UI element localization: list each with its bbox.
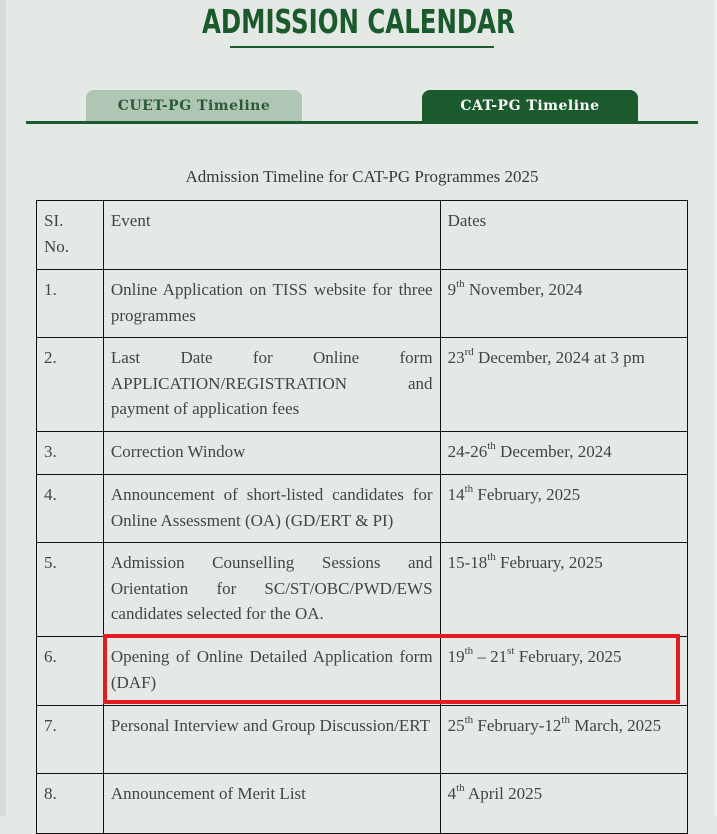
row-number: 4.: [37, 475, 104, 543]
row-number: 8.: [37, 774, 104, 834]
table-row: [37, 338, 688, 432]
row-date: 24-26th December, 2024: [440, 432, 687, 475]
row-event: Correction Window: [103, 432, 440, 475]
row-event: Personal Interview and Group Discussion/ERT: [103, 706, 440, 774]
table-row: [37, 270, 688, 338]
row-number: 7.: [37, 706, 104, 774]
table-row: [37, 543, 688, 637]
row-event: Opening of Online Detailed Application form (DAF): [103, 637, 440, 706]
row-event: Last Date for Online form APPLICATION/REGISTRATION and payment of application fees: [103, 338, 440, 432]
table-caption: Admission Timeline for CAT-PG Programmes 2025: [185, 167, 539, 186]
table-row: [37, 774, 688, 834]
row-date: 14th February, 2025: [440, 475, 687, 543]
table-row: [37, 432, 688, 475]
row-number: 3.: [37, 432, 104, 475]
page-title: ADMISSION CALENDAR: [202, 2, 515, 41]
page-edge: [0, 0, 6, 816]
table-row: [37, 475, 688, 543]
row-event: Announcement of Merit List: [103, 774, 440, 834]
row-date: 19th – 21st February, 2025: [440, 637, 687, 706]
row-event: Admission Counselling Sessions and Orientation for SC/ST/OBC/PWD/EWS candidates selected for the OA.: [103, 543, 440, 637]
admission-timeline-table: [36, 200, 688, 834]
header-sl-no: SI. No.: [37, 201, 104, 270]
tab-label: CAT-PG Timeline: [460, 97, 600, 114]
row-date: 9th November, 2024: [440, 270, 687, 338]
row-date: 4th April 2025: [440, 774, 687, 834]
tab-cat-pg-timeline[interactable]: [422, 90, 638, 121]
row-date: 15-18th February, 2025: [440, 543, 687, 637]
row-number: 5.: [37, 543, 104, 637]
row-date: 23rd December, 2024 at 3 pm: [440, 338, 687, 432]
row-number: 2.: [37, 338, 104, 432]
row-event: Online Application on TISS website for three programmes: [103, 270, 440, 338]
header-event: Event: [103, 201, 440, 270]
table-row: [37, 706, 688, 774]
tab-divider: [26, 121, 698, 124]
header-dates: Dates: [440, 201, 687, 270]
title-underline: [230, 46, 494, 48]
table-header-row: [37, 201, 688, 270]
tab-label: CUET-PG Timeline: [117, 97, 271, 114]
row-date: 25th February-12th March, 2025: [440, 706, 687, 774]
row-number: 1.: [37, 270, 104, 338]
title-wrap: [0, 0, 717, 42]
row-event: Announcement of short-listed candidates for Online Assessment (OA) (GD/ERT & PI): [103, 475, 440, 543]
row-number: 6.: [37, 637, 104, 706]
table-row: [37, 637, 688, 706]
tab-cuet-pg-timeline[interactable]: [86, 90, 302, 121]
